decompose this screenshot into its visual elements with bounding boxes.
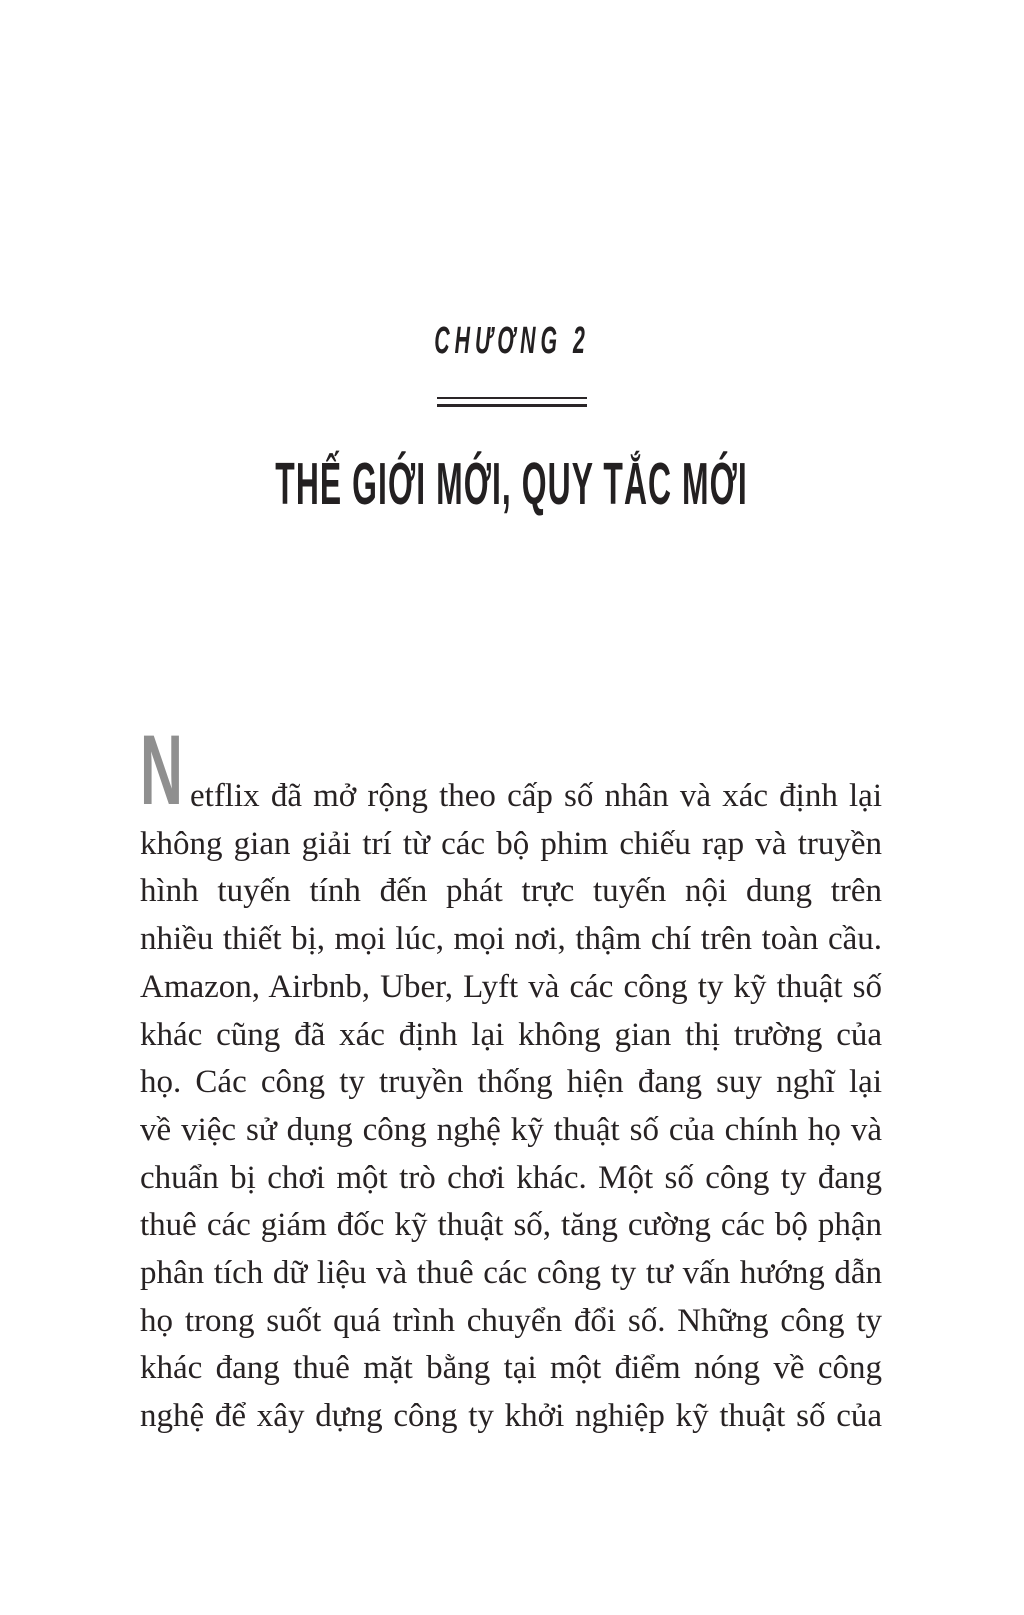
chapter-label: CHƯƠNG 2: [434, 320, 590, 362]
double-rule-divider: [437, 397, 587, 407]
paragraph-line: phân tích dữ liệu và thuê các công ty tư vấn hướng dẫn: [140, 1255, 882, 1292]
paragraph-line: nghệ để xây dựng công ty khởi nghiệp kỹ thuật số của: [140, 1398, 882, 1435]
paragraph-line: Amazon, Airbnb, Uber, Lyft và các công ty kỹ thuật số: [140, 968, 882, 1005]
chapter-title-row: [0, 451, 1024, 517]
paragraph-line: hình tuyến tính đến phát trực tuyến nội dung trên: [140, 873, 882, 910]
page-title: THẾ GIỚI MỚI, QUY TẮC MỚI: [275, 451, 749, 517]
paragraph-line: họ trong suốt quá trình chuyển đổi số. Những công ty: [140, 1302, 882, 1339]
paragraph-line: họ. Các công ty truyền thống hiện đang suy nghĩ lại: [140, 1064, 882, 1101]
paragraph: [140, 714, 882, 1441]
paragraph-line: về việc sử dụng công nghệ kỹ thuật số của chính họ và: [140, 1111, 882, 1148]
drop-cap: N: [140, 714, 183, 825]
paragraph-line: nhiều thiết bị, mọi lúc, mọi nơi, thậm chí trên toàn cầu.: [140, 921, 882, 958]
paragraph-line: khác đang thuê mặt bằng tại một điểm nóng về công: [140, 1350, 882, 1387]
paragraph-line: chuẩn bị chơi một trò chơi khác. Một số công ty đang: [140, 1159, 882, 1196]
paragraph-line: không gian giải trí từ các bộ phim chiếu rạp và truyền: [140, 825, 882, 862]
paragraph-line: khác cũng đã xác định lại không gian thị trường của: [140, 1016, 882, 1053]
paragraph-line: thuê các giám đốc kỹ thuật số, tăng cường các bộ phận: [140, 1207, 882, 1244]
paragraph-line-text: etflix đã mở rộng theo cấp số nhân và xác định lại: [190, 778, 882, 814]
paragraph-line: [140, 714, 882, 825]
chapter-label-row: [0, 322, 1024, 360]
